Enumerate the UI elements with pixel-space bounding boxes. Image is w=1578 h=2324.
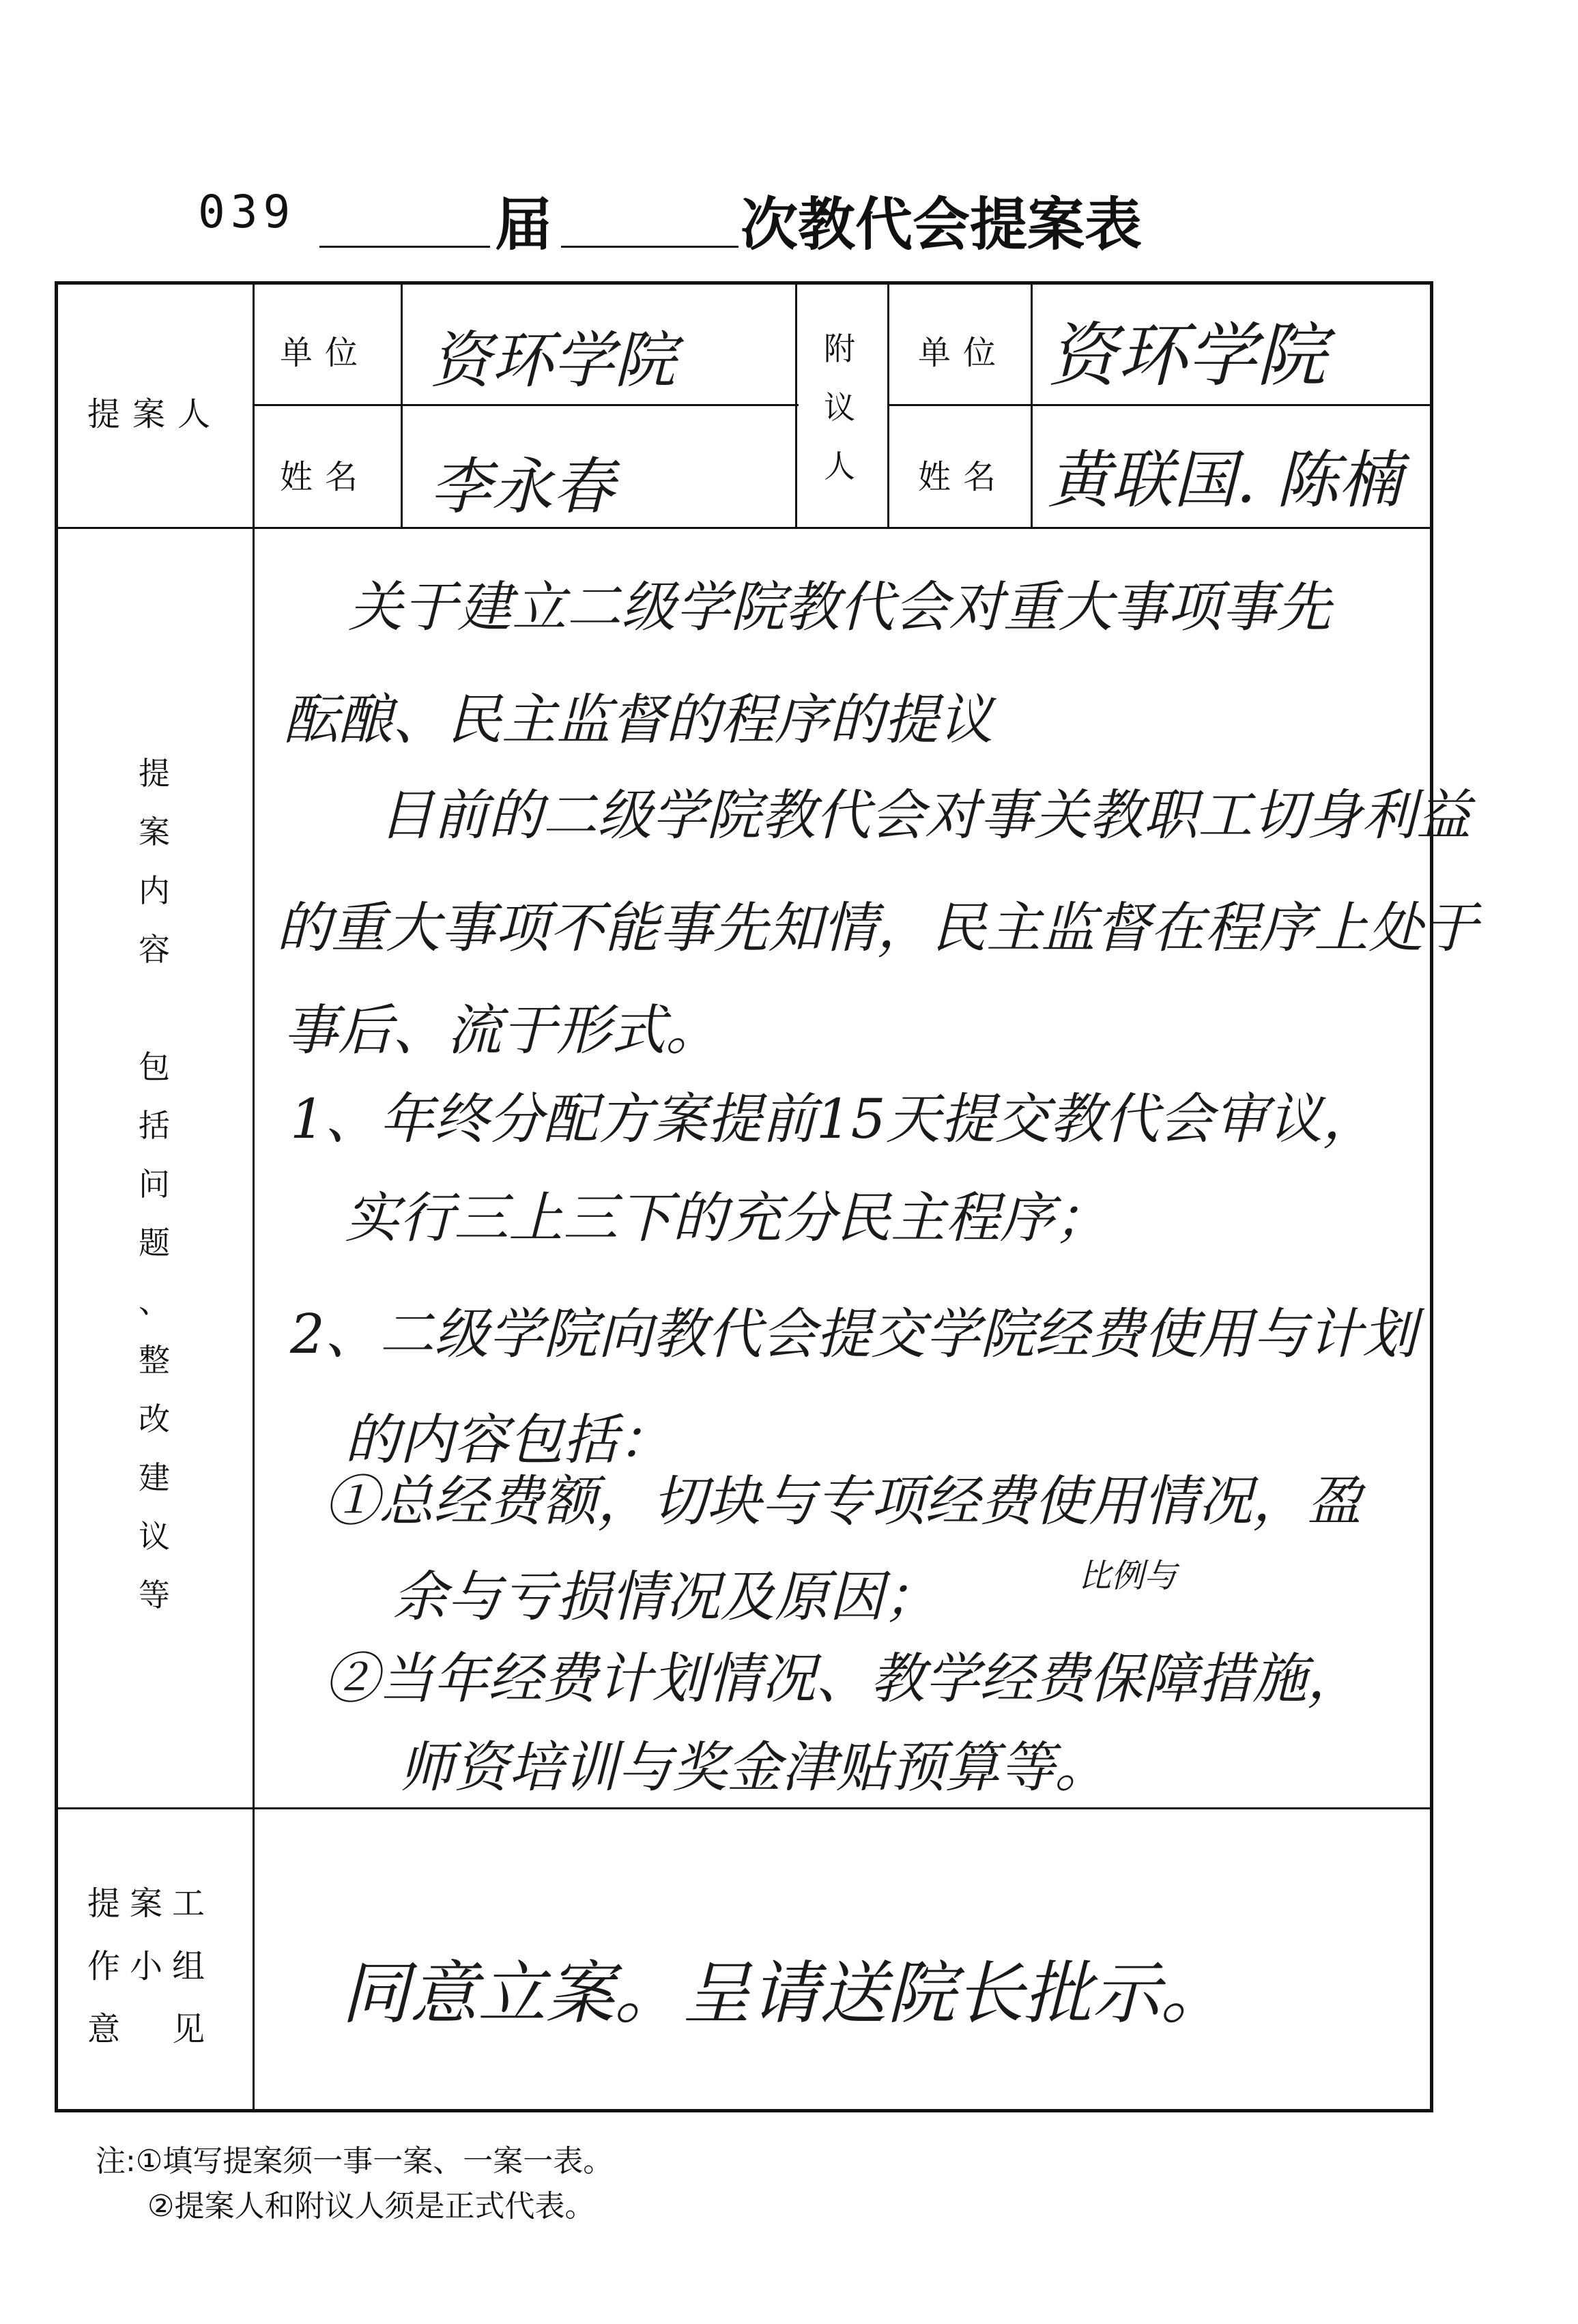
- table-top-border: [55, 281, 1433, 285]
- content-side-label-char: 题: [139, 1224, 170, 1261]
- form-serial-number: 039: [198, 186, 296, 238]
- seconder-unit-value: 资环学院: [1048, 315, 1326, 397]
- label-column-divider: [253, 281, 255, 2110]
- form-title: 次教代会提案表: [741, 191, 1143, 258]
- seconder-field-divider: [1031, 281, 1033, 527]
- seconder-name-label: 姓名: [918, 458, 1009, 496]
- content-side-label-char: 提: [139, 755, 170, 792]
- content-line: 酝酿、民主监督的程序的提议: [283, 688, 993, 751]
- session-blank: [319, 246, 490, 248]
- footnote-2: ②提案人和附议人须是正式代表。: [147, 2189, 595, 2224]
- committee-label-line: 作小组: [87, 1947, 215, 1985]
- content-section-divider: [55, 1807, 1430, 1809]
- content-side-label-char: 等: [139, 1577, 170, 1613]
- table-bottom-border: [55, 2109, 1433, 2112]
- seconder-label-char: 附: [824, 330, 855, 367]
- committee-label-line: 意 见: [87, 2010, 215, 2048]
- content-side-label-char: 建: [139, 1459, 170, 1496]
- content-side-label-char: 括: [139, 1107, 170, 1144]
- content-line: 实行三上三下的充分民主程序；: [345, 1186, 1109, 1250]
- content-side-label-char: 改: [139, 1401, 170, 1437]
- content-side-label-char: 、: [139, 1283, 170, 1320]
- meeting-number-blank: [561, 246, 738, 248]
- seconder-label: [819, 319, 860, 496]
- content-line: 余与亏损情况及原因；: [392, 1565, 938, 1629]
- content-insertion-note: 比例与: [1078, 1557, 1177, 1595]
- committee-label-line: 提案工: [87, 1884, 215, 1923]
- content-line: ②当年经费计划情况、教学经费保障措施，: [324, 1647, 1362, 1710]
- committee-opinion: 同意立案。呈请送院长批示。: [341, 1953, 1229, 2033]
- table-left-border: [55, 281, 58, 2112]
- content-side-label-char: 容: [139, 931, 170, 968]
- row-divider-right: [887, 404, 1430, 406]
- proposer-name-value: 李永春: [430, 451, 614, 523]
- row-divider-left: [253, 404, 799, 406]
- content-line: 2、二级学院向教代会提交学院经费使用与计划: [290, 1302, 1417, 1366]
- content-line: 目前的二级学院教代会对事关教职工切身利益: [379, 784, 1471, 847]
- proposer-field-divider: [401, 281, 403, 527]
- title-session-word: 届: [495, 191, 553, 258]
- content-side-label-char: 问: [139, 1166, 170, 1203]
- content-side-label-char: 内: [139, 872, 170, 909]
- proposer-unit-value: 资环学院: [430, 325, 676, 397]
- seconder-name-value: 黄联国. 陈楠: [1048, 444, 1402, 517]
- seconder-label-char: 人: [824, 448, 855, 485]
- content-line: ①总经费额，切块与专项经费使用情况，盈: [324, 1469, 1362, 1533]
- content-line: 关于建立二级学院教代会对重大事项事先: [348, 575, 1331, 639]
- content-side-label: [134, 744, 175, 1624]
- seconder-label-char: 议: [824, 389, 855, 426]
- content-line: 1、年终分配方案提前15天提交教代会审议，: [290, 1087, 1377, 1151]
- content-line: 师资培训与奖金津贴预算等。: [399, 1736, 1109, 1799]
- content-side-label-char: 案: [139, 814, 170, 850]
- content-line: 的重大事项不能事先知情，民主监督在程序上处于: [276, 896, 1478, 960]
- content-side-label-char: 整: [139, 1342, 170, 1379]
- seconder-column-right: [887, 281, 889, 527]
- header-section-divider: [55, 527, 1430, 529]
- proposer-label: 提案人: [87, 395, 223, 433]
- seconder-column-left: [795, 281, 797, 527]
- content-side-label-char: 包: [139, 1048, 170, 1085]
- proposer-unit-label: 单位: [280, 334, 371, 372]
- content-line: 的内容包括：: [345, 1408, 672, 1472]
- content-line: 事后、流于形式。: [283, 999, 720, 1062]
- content-side-label-char: 议: [139, 1518, 170, 1555]
- proposer-name-label: 姓名: [280, 458, 371, 496]
- footnote-1: 注:①填写提案须一事一案、一案一表。: [96, 2144, 614, 2179]
- content-side-label-char: [134, 979, 175, 1037]
- seconder-unit-label: 单位: [918, 334, 1009, 372]
- table-right-border: [1430, 281, 1433, 2112]
